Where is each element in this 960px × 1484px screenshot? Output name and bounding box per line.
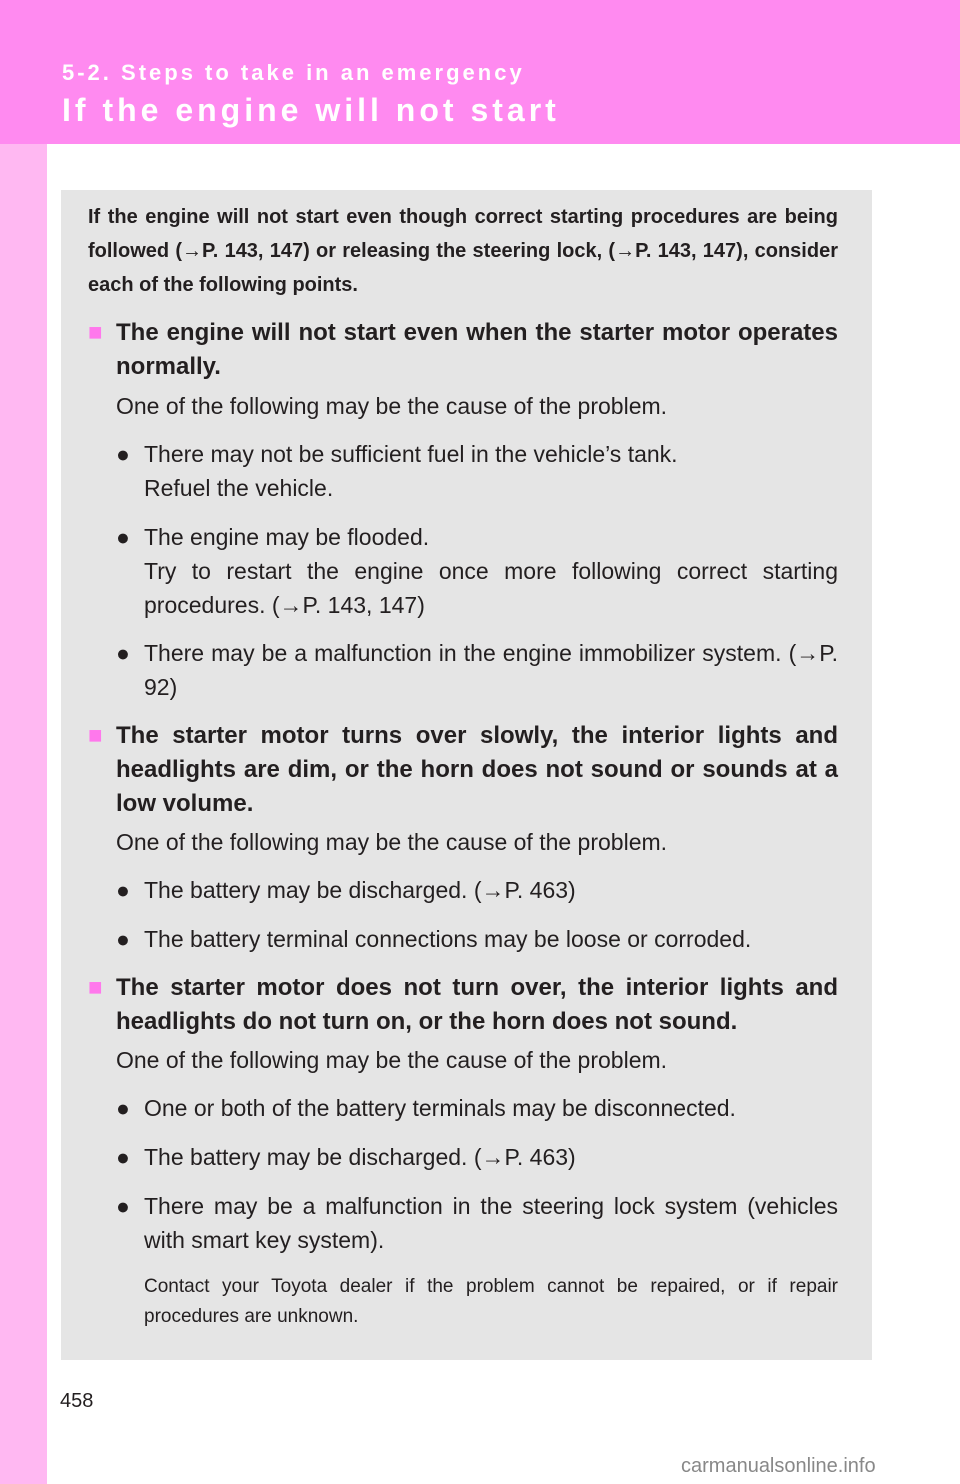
list-item	[116, 1189, 838, 1257]
list-item	[116, 922, 838, 956]
page-title: If the engine will not start	[62, 92, 560, 128]
bullet-icon: ●	[116, 1144, 130, 1170]
section-heading-text: The engine will not start even when the starter motor operates normally.	[116, 319, 838, 380]
note-text: Contact your Toyota dealer if the problem cannot be repaired, or if repair procedures are unknown.	[144, 1276, 838, 1327]
list-item	[116, 1091, 838, 1125]
list-item-text: There may not be sufficient fuel in the vehicle’s tank.	[144, 441, 678, 467]
page-header	[0, 0, 960, 144]
watermark-text: carmanualsonline.info	[681, 1455, 876, 1477]
list-item-text: The battery terminal connections may be loose or corroded.	[144, 926, 752, 952]
square-marker-icon: ■	[88, 722, 103, 749]
list-item	[116, 520, 838, 622]
bullet-icon: ●	[116, 926, 130, 952]
list-item	[116, 636, 838, 704]
bullet-icon: ●	[116, 640, 130, 666]
list-item-text: The battery may be discharged. (→P. 463)	[144, 1144, 576, 1170]
page-number: 458	[60, 1390, 94, 1412]
list-item-subtext: Try to restart the engine once more following correct starting procedures. (→P. 143, 147)	[144, 558, 838, 618]
section-heading-text: The starter motor does not turn over, the interior lights and headlights do not turn on, or the horn does not sound.	[116, 974, 838, 1035]
list-item-text: One or both of the battery terminals may be disconnected.	[144, 1095, 736, 1121]
section-label: 5-2. Steps to take in an emergency	[62, 60, 525, 85]
list-item-text: There may be a malfunction in the engine immobilizer system. (→P. 92)	[144, 640, 838, 700]
section-lead: One of the following may be the cause of the problem.	[116, 829, 668, 855]
list-item-subtext: Refuel the vehicle.	[144, 475, 334, 501]
bullet-icon: ●	[116, 1095, 130, 1121]
bullet-icon: ●	[116, 877, 130, 903]
list-item-text: The battery may be discharged. (→P. 463)	[144, 877, 576, 903]
section-lead: One of the following may be the cause of the problem.	[116, 393, 668, 419]
section-heading-text: The starter motor turns over slowly, the interior lights and headlights are dim, or the horn does not sound or sounds at a low volume.	[116, 722, 838, 817]
list-item-text: The engine may be flooded.	[144, 524, 430, 550]
section-heading	[88, 316, 838, 384]
list-item	[116, 873, 838, 907]
section-heading	[88, 971, 838, 1039]
square-marker-icon: ■	[88, 319, 103, 346]
list-item	[116, 1140, 838, 1174]
square-marker-icon: ■	[88, 974, 103, 1001]
bullet-icon: ●	[116, 524, 130, 550]
list-item-text: There may be a malfunction in the steering lock system (vehicles with smart key system).	[144, 1193, 838, 1253]
side-bar	[0, 144, 47, 1484]
section-lead: One of the following may be the cause of the problem.	[116, 1047, 668, 1073]
section-heading	[88, 719, 838, 821]
intro-text: If the engine will not start even though correct starting procedures are being followed (→P. 143, 147) or releasing the steering lock, (→P. 143, 147), consider each of the following points.	[88, 206, 838, 296]
bullet-icon: ●	[116, 441, 130, 467]
bullet-icon: ●	[116, 1193, 130, 1219]
list-item	[116, 437, 838, 505]
